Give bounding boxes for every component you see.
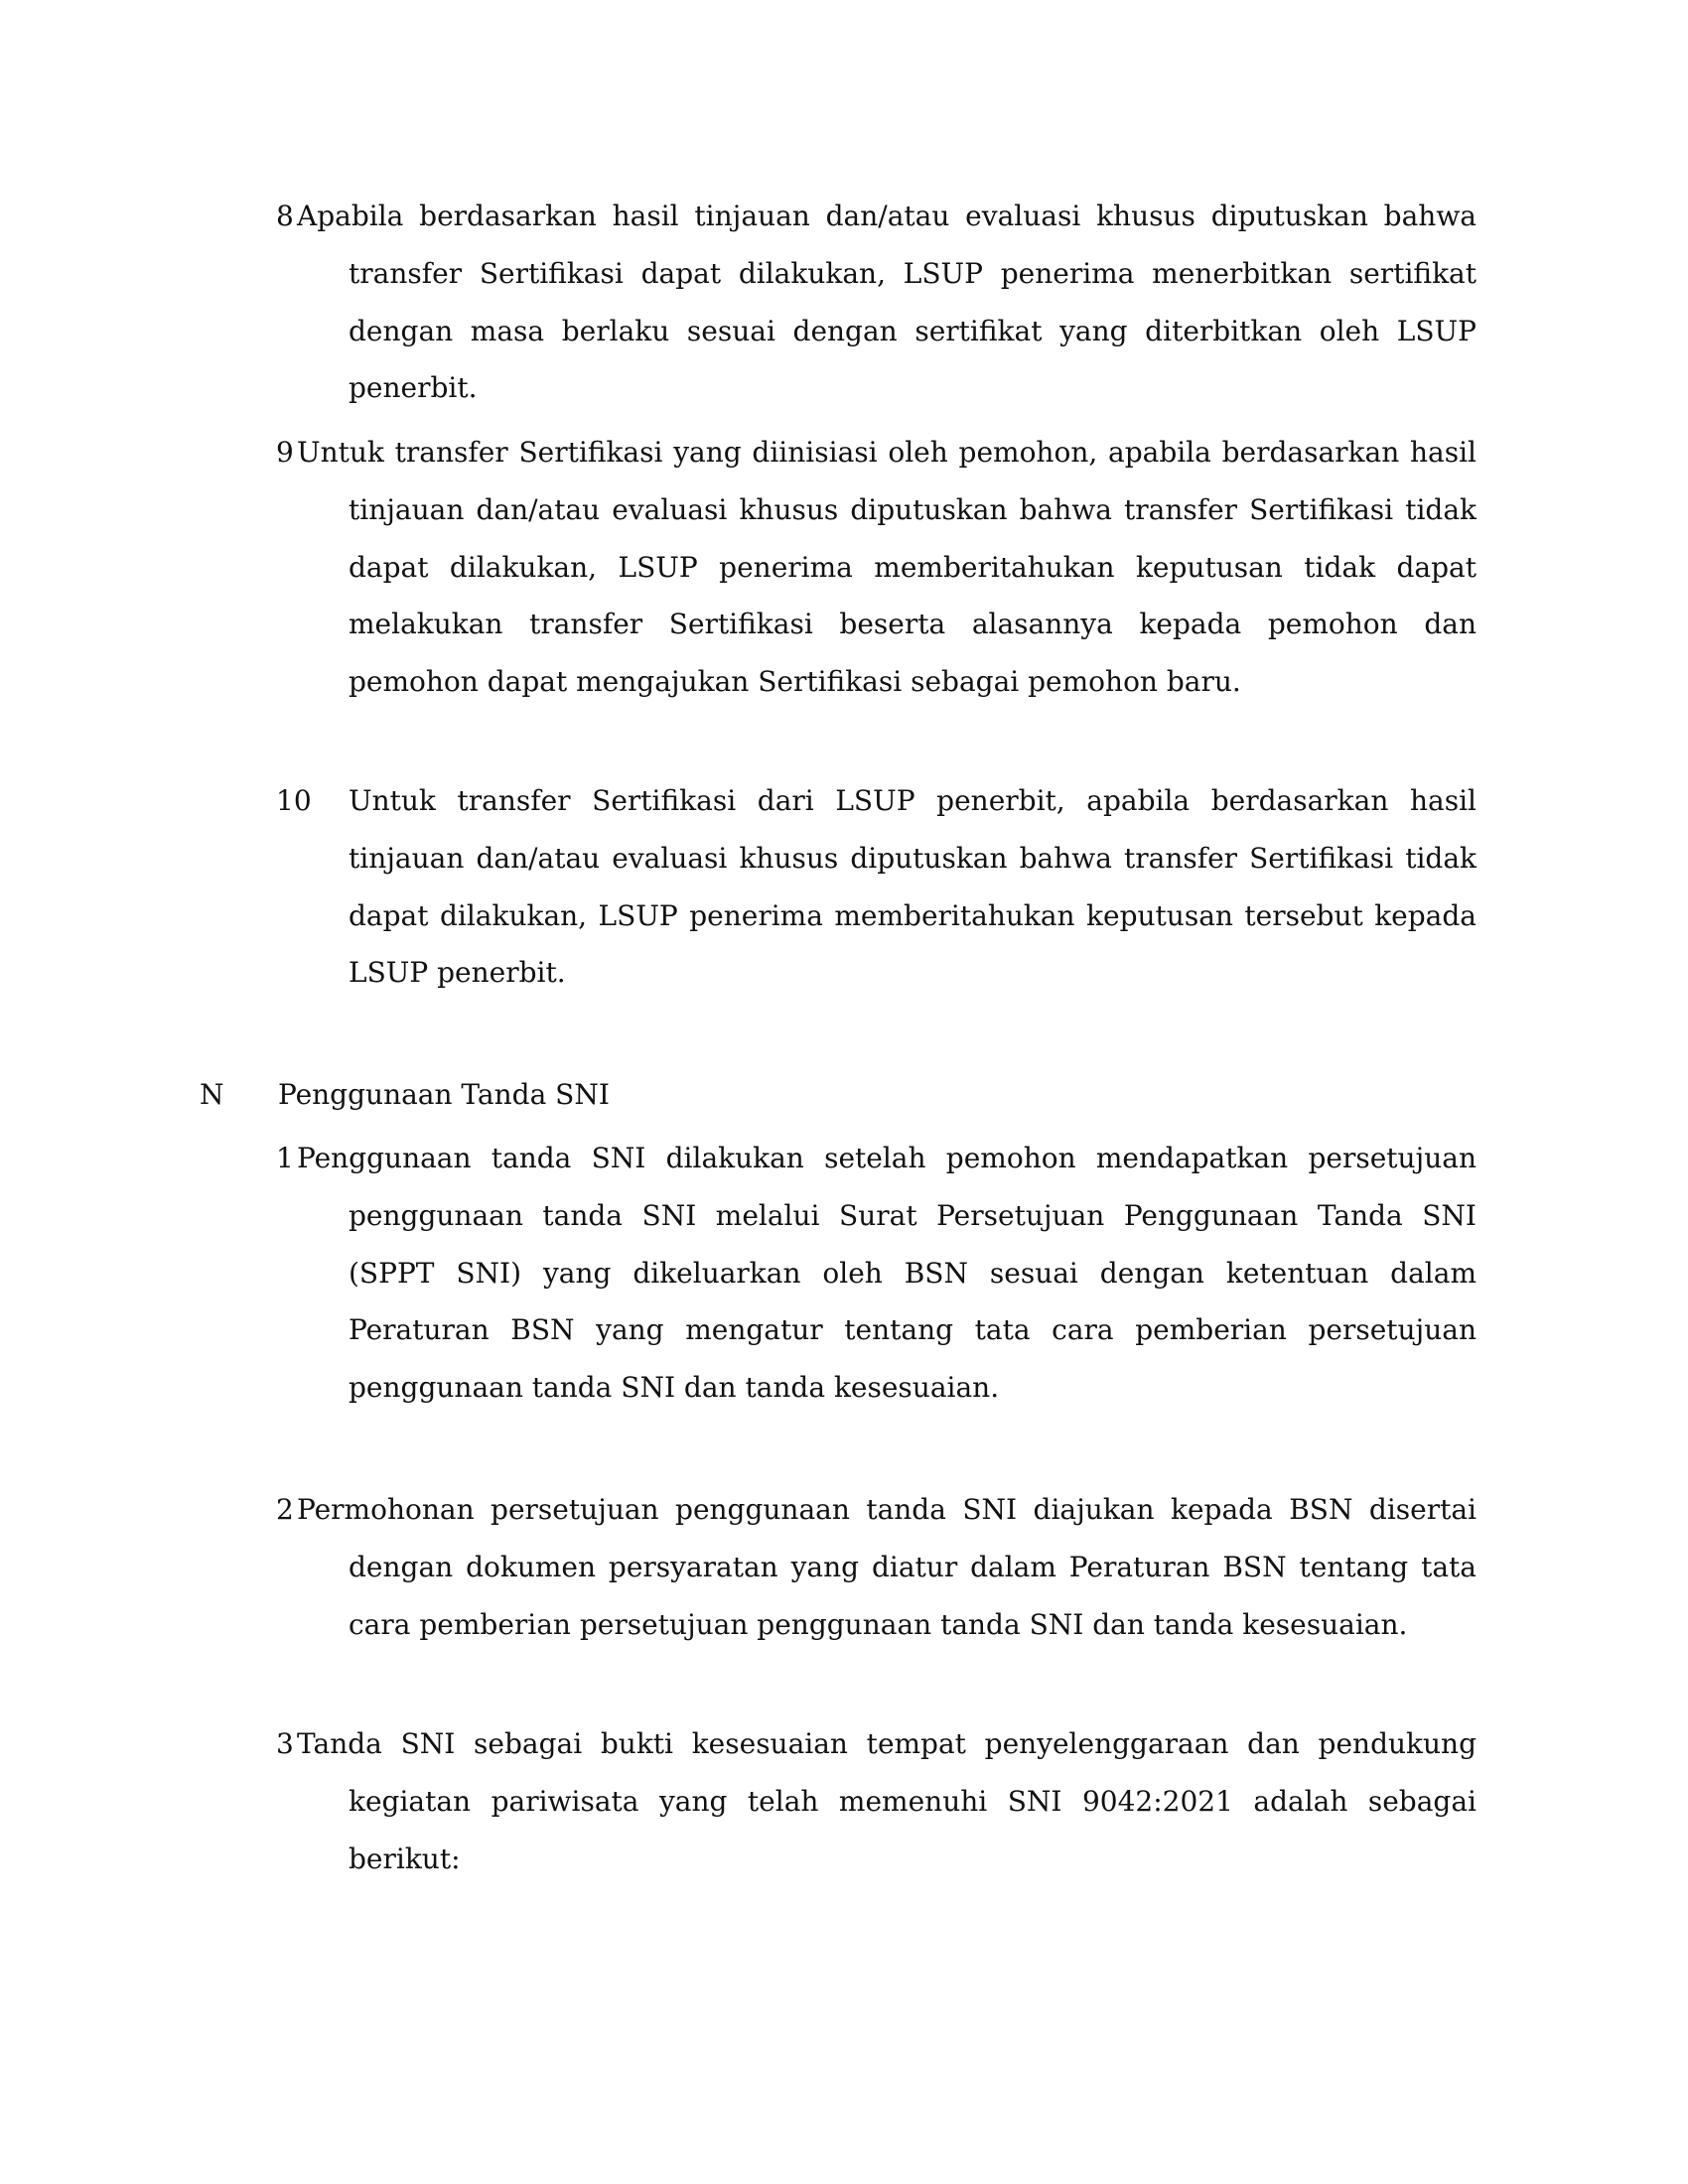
item-text: Tanda SNI sebagai bukti kesesuaian tempat penyelenggaraan dan pendukung kegiatan pariwisata yang telah memenuhi SNI 9042:2021 adalah sebagai berikut: bbox=[297, 1727, 1477, 1875]
list-item-10 bbox=[276, 772, 1477, 1002]
item-number: 8 bbox=[276, 200, 294, 232]
item-text: Untuk transfer Sertifikasi yang diinisiasi oleh pemohon, apabila berdasarkan hasil tinjauan dan/atau evaluasi khusus diputuskan bahwa transfer Sertifikasi tidak dapat dilakukan, LSUP penerima memberitahukan keputusan tidak dapat melakukan transfer Sertifikasi beserta alasannya kepada pemohon dan pemohon dapat mengajukan Sertifikasi sebagai pemohon baru. bbox=[297, 436, 1477, 699]
list-item-9 bbox=[276, 424, 1477, 711]
item-text: Untuk transfer Sertifikasi dari LSUP penerbit, apabila berdasarkan hasil tinjauan dan/atau evaluasi khusus diputuskan bahwa transfer Sertifikasi tidak dapat dilakukan, LSUP penerima memberitahukan keputusan tersebut kepada LSUP penerbit. bbox=[349, 784, 1477, 990]
item-number: 9 bbox=[276, 436, 294, 469]
item-number: 2 bbox=[276, 1493, 294, 1526]
item-text: Penggunaan tanda SNI dilakukan setelah pemohon mendapatkan persetujuan penggunaan tanda SNI melalui Surat Persetujuan Penggunaan Tanda SNI (SPPT SNI) yang dikeluarkan oleh BSN sesuai dengan ketentuan dalam Peraturan BSN yang mengatur tentang tata cara pemberian persetujuan penggunaan tanda SNI dan tanda kesesuaian. bbox=[297, 1142, 1477, 1405]
item-number: 10 bbox=[276, 784, 312, 817]
item-number: 3 bbox=[276, 1727, 294, 1760]
item-number: 1 bbox=[276, 1142, 294, 1174]
item-text: Permohonan persetujuan penggunaan tanda SNI diajukan kepada BSN disertai dengan dokumen persyaratan yang diatur dalam Peraturan BSN tentang tata cara pemberian persetujuan penggunaan tanda SNI dan tanda kesesuaian. bbox=[297, 1493, 1477, 1641]
list-item-3 bbox=[276, 1715, 1477, 1887]
section-letter: N bbox=[200, 1078, 224, 1111]
section-title: Penggunaan Tanda SNI bbox=[278, 1078, 610, 1111]
item-text: Apabila berdasarkan hasil tinjauan dan/atau evaluasi khusus diputuskan bahwa transfer Sertifikasi dapat dilakukan, LSUP penerima menerbitkan sertifikat dengan masa berlaku sesuai dengan sertifikat yang diterbitkan oleh LSUP penerbit. bbox=[297, 200, 1477, 405]
list-item-2 bbox=[276, 1481, 1477, 1653]
list-item-1 bbox=[276, 1130, 1477, 1417]
list-item-8 bbox=[276, 188, 1477, 417]
